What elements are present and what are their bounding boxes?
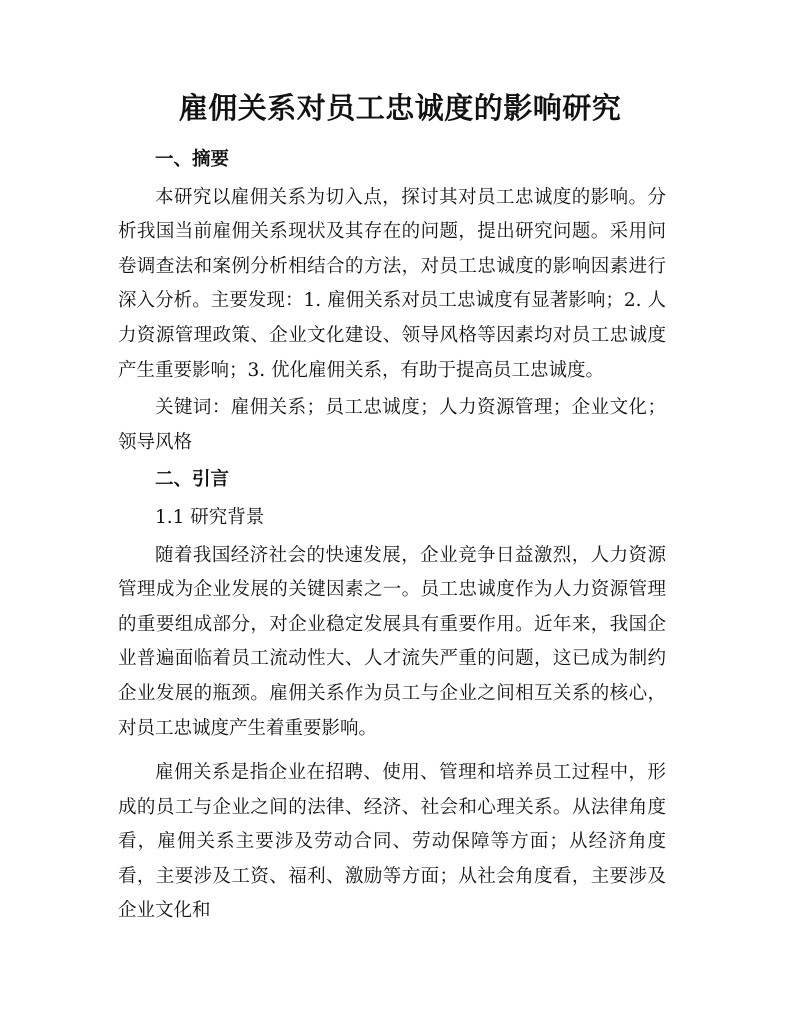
background-paragraph-1: 随着我国经济社会的快速发展，企业竞争日益激烈，人力资源管理成为企业发展的关键因素之一。员工忠诚度作为人力资源管理的重要组成部分，对企业稳定发展具有重要作用。近年来，我国企业普遍面临着员工流动性大、人才流失严重的问题，这已成为制约企业发展的瓶颈。雇佣关系作为员工与企业之间相互关系的核心，对员工忠诚度产生着重要影响。 <box>118 544 666 739</box>
abstract-paragraph: 本研究以雇佣关系为切入点，探讨其对员工忠诚度的影响。分析我国当前雇佣关系现状及其存在的问题，提出研究问题。采用问卷调查法和案例分析相结合的方法，对员工忠诚度的影响因素进行深入分析。主要发现：1. 雇佣关系对员工忠诚度有显著影响；2. 人力资源管理政策、企业文化建设、领导风格等因素均对员工忠诚度产生重要影响；3. 优化雇佣关系，有助于提高员工忠诚度。 <box>118 186 666 381</box>
document-title: 雇佣关系对员工忠诚度的影响研究 <box>178 91 622 125</box>
introduction-heading: 二、引言 <box>155 469 230 491</box>
subheading-research-background: 1.1 研究背景 <box>155 506 265 528</box>
keywords-paragraph: 关键词：雇佣关系；员工忠诚度；人力资源管理；企业文化；领导风格 <box>118 397 666 453</box>
document-body <box>118 143 666 929</box>
background-paragraph-2: 雇佣关系是指企业在招聘、使用、管理和培养员工过程中，形成的员工与企业之间的法律、经济、社会和心理关系。从法律角度看，雇佣关系主要涉及劳动合同、劳动保障等方面；从经济角度看，主要涉及工资、福利、激励等方面；从社会角度看，主要涉及企业文化和 <box>118 762 666 922</box>
abstract-heading: 一、摘要 <box>155 149 230 170</box>
